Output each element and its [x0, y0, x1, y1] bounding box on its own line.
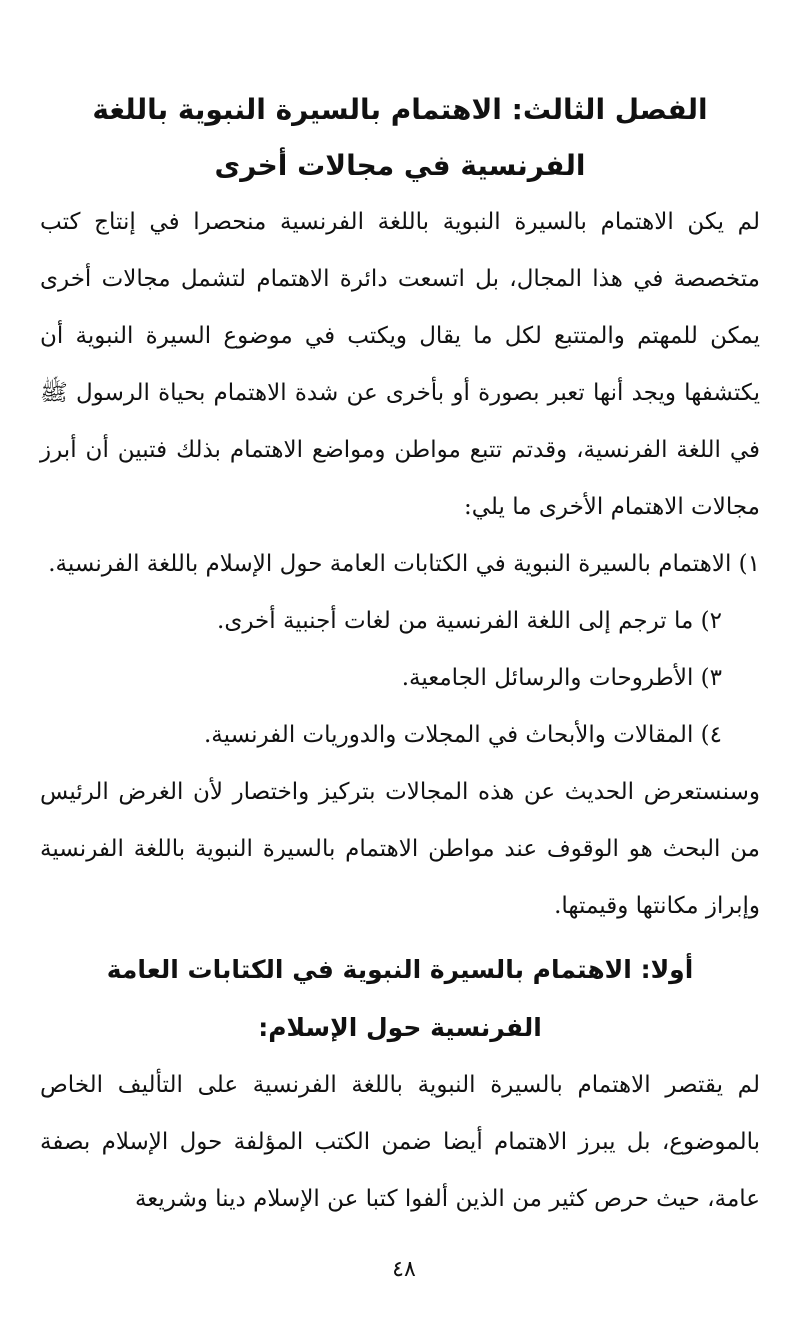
topics-list [40, 536, 760, 764]
list-item [40, 593, 760, 650]
section-paragraph: لم يقتصر الاهتمام بالسيرة النبوية باللغة الفرنسية على التأليف الخاص بالموضوع، بل يبرز الاهتمام أيضا ضمن الكتب المؤلفة حول الإسلام بصفة عامة، حيث حرص كثير من الذين ألفوا كتبا عن الإسلام دينا وشريعة [40, 1072, 760, 1212]
list-item [40, 707, 760, 764]
list-item-number: ٤) [700, 722, 722, 748]
chapter-title [40, 82, 760, 194]
list-item-number: ١) [738, 551, 760, 577]
list-item [40, 650, 760, 707]
list-item-text: المقالات والأبحاث في المجلات والدوريات الفرنسية. [203, 722, 694, 748]
section-title [40, 941, 760, 1057]
list-item [40, 536, 760, 593]
list-item-text: الأطروحات والرسائل الجامعية. [401, 665, 694, 691]
section-title-line-1: أولا: الاهتمام بالسيرة النبوية في الكتابات العامة [106, 955, 694, 984]
section-title-line-2: الفرنسية حول الإسلام: [258, 1013, 542, 1042]
intro-paragraph: لم يكن الاهتمام بالسيرة النبوية باللغة الفرنسية منحصرا في إنتاج كتب متخصصة في هذا المجال، بل اتسعت دائرة الاهتمام لتشمل مجالات أخرى يمكن للمهتم والمتتبع لكل ما يقال ويكتب في موضوع السيرة النبوية أن يكتشفها ويجد أنها تعبر بصورة أو بأخرى عن شدة الاهتمام بحياة الرسول ﷺ في اللغة الفرنسية، وقدتم تتبع مواطن ومواضع الاهتمام بذلك فتبين أن أبرز مجالات الاهتمام الأخرى ما يلي: [40, 209, 760, 520]
chapter-title-line-1: الفصل الثالث: الاهتمام بالسيرة النبوية باللغة [92, 93, 708, 126]
list-item-number: ٣) [700, 665, 722, 691]
list-item-text: الاهتمام بالسيرة النبوية في الكتابات العامة حول الإسلام باللغة الفرنسية. [48, 551, 732, 577]
page-number: ٤٨ [392, 1257, 416, 1282]
summary-paragraph: وسنستعرض الحديث عن هذه المجالات بتركيز واختصار لأن الغرض الرئيس من البحث هو الوقوف عند مواطن الاهتمام بالسيرة النبوية باللغة الفرنسية وإبراز مكانتها وقيمتها. [40, 779, 760, 919]
page-body [40, 82, 760, 1228]
chapter-title-line-2: الفرنسية في مجالات أخرى [214, 149, 586, 182]
list-item-text: ما ترجم إلى اللغة الفرنسية من لغات أجنبية أخرى. [217, 608, 694, 634]
list-item-number: ٢) [700, 608, 722, 634]
